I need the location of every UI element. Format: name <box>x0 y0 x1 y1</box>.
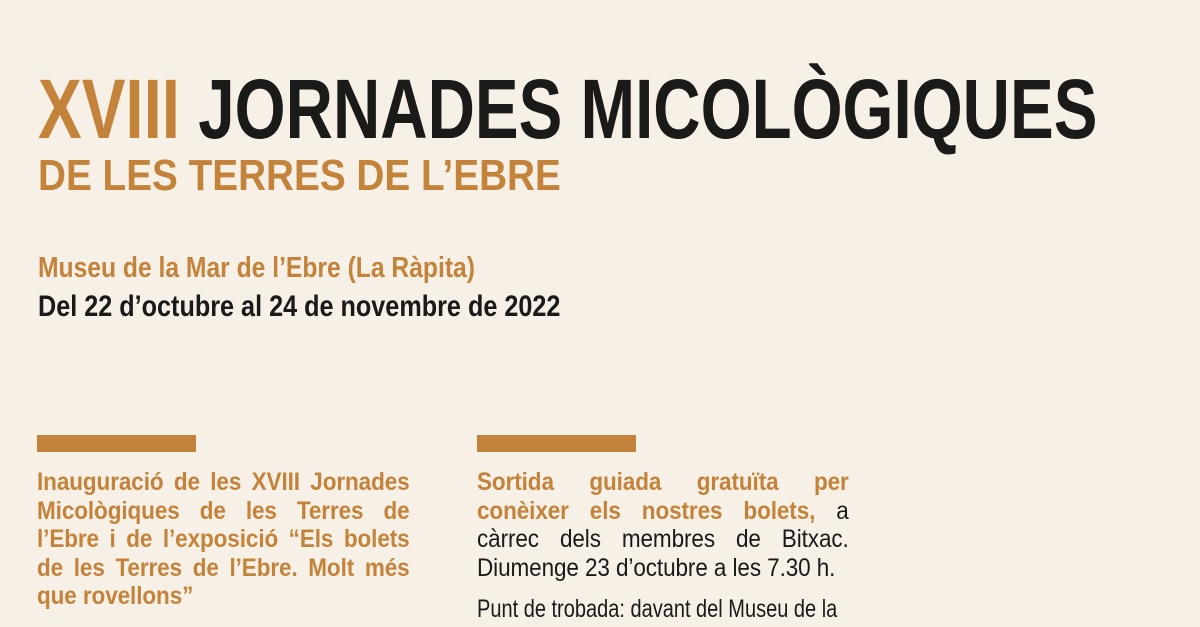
right-section-accent-bar <box>477 435 636 452</box>
text-line: que rovellons” <box>37 582 194 610</box>
title-edition-numeral: XVIII <box>38 62 181 156</box>
body-text: càrrec dels membres de Bitxac. <box>477 525 849 553</box>
body-text: a <box>815 496 849 525</box>
left-section-accent-bar <box>37 435 196 452</box>
inauguration-paragraph <box>37 468 410 611</box>
meeting-point-line: Punt de trobada: davant del Museu de la <box>477 595 838 623</box>
title-main-text: JORNADES MICOLÒGIQUES <box>198 62 1098 156</box>
guided-outing-paragraph <box>477 468 849 582</box>
text-line: de les Terres de l’Ebre. Molt més <box>37 553 410 582</box>
highlighted-text: conèixer els nostres bolets, <box>477 496 816 525</box>
text-line <box>477 525 849 554</box>
highlighted-text: Sortida guiada gratuïta per <box>477 468 849 496</box>
text-line <box>477 554 849 583</box>
text-line <box>477 468 849 497</box>
text-line <box>477 497 849 526</box>
body-text: Diumenge 23 d’octubre a les 7.30 h. <box>477 553 836 582</box>
text-line: Micològiques de les Terres de <box>37 496 410 525</box>
text-line: Inauguració de les XVIII Jornades <box>37 468 410 496</box>
event-venue: Museu de la Mar de l’Ebre (La Ràpita) <box>38 252 475 284</box>
text-line: l’Ebre i de l’exposició “Els bolets <box>37 525 410 553</box>
poster-subtitle: DE LES TERRES DE L’EBRE <box>38 151 561 200</box>
event-dates: Del 22 d’octubre al 24 de novembre de 2022 <box>38 290 561 323</box>
poster-title <box>38 62 1098 156</box>
